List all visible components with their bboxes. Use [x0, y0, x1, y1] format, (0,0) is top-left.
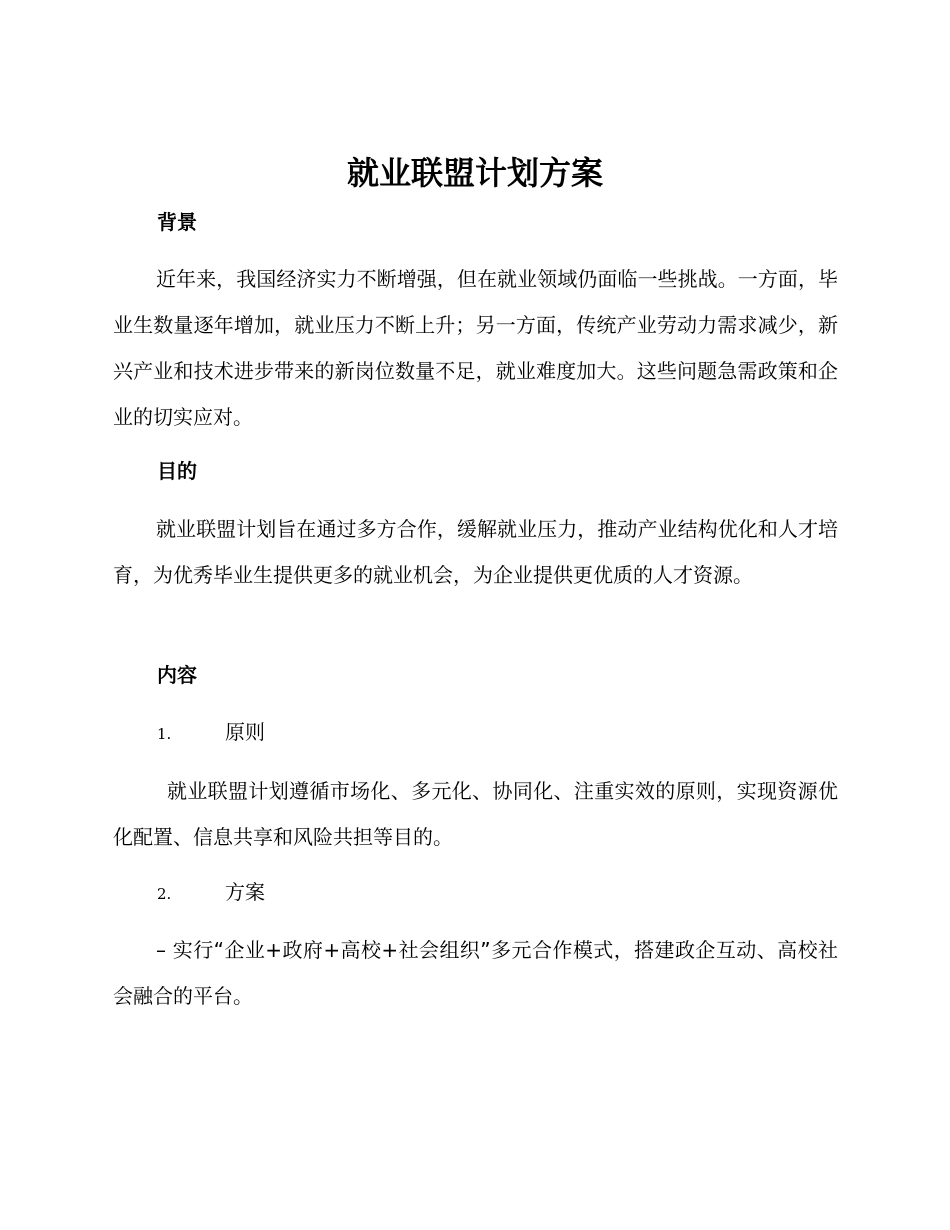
section-heading-purpose: 目的	[157, 459, 197, 483]
background-paragraph: 近年来，我国经济实力不断增强，但在就业领域仍面临一些挑战。一方面，毕业生数量逐年增加，就业压力不断上升；另一方面，传统产业劳动力需求减少，新兴产业和技术进步带来的新岗位数量不足，就业难度加大。这些问题急需政策和企业的切实应对。	[113, 267, 838, 429]
principle-paragraph: 就业联盟计划遵循市场化、多元化、协同化、注重实效的原则，实现资源优化配置、信息共享和风险共担等目的。	[113, 779, 838, 849]
list-item-label: 方案	[225, 880, 265, 904]
plan-paragraph: – 实行“企业+政府+高校+社会组织”多元合作模式，搭建政企互动、高校社会融合的平台。	[113, 938, 838, 1008]
document-title: 就业联盟计划方案	[346, 154, 603, 192]
section-heading-background: 背景	[157, 210, 197, 234]
list-number: 2.	[157, 885, 172, 903]
purpose-paragraph: 就业联盟计划旨在通过多方合作，缓解就业压力，推动产业结构优化和人才培育，为优秀毕业生提供更多的就业机会，为企业提供更优质的人才资源。	[113, 517, 838, 587]
list-item-label: 原则	[225, 720, 265, 744]
list-item-plan	[157, 877, 265, 909]
section-heading-content: 内容	[157, 663, 197, 687]
list-item-principle	[157, 717, 265, 749]
list-number: 1.	[157, 725, 172, 743]
